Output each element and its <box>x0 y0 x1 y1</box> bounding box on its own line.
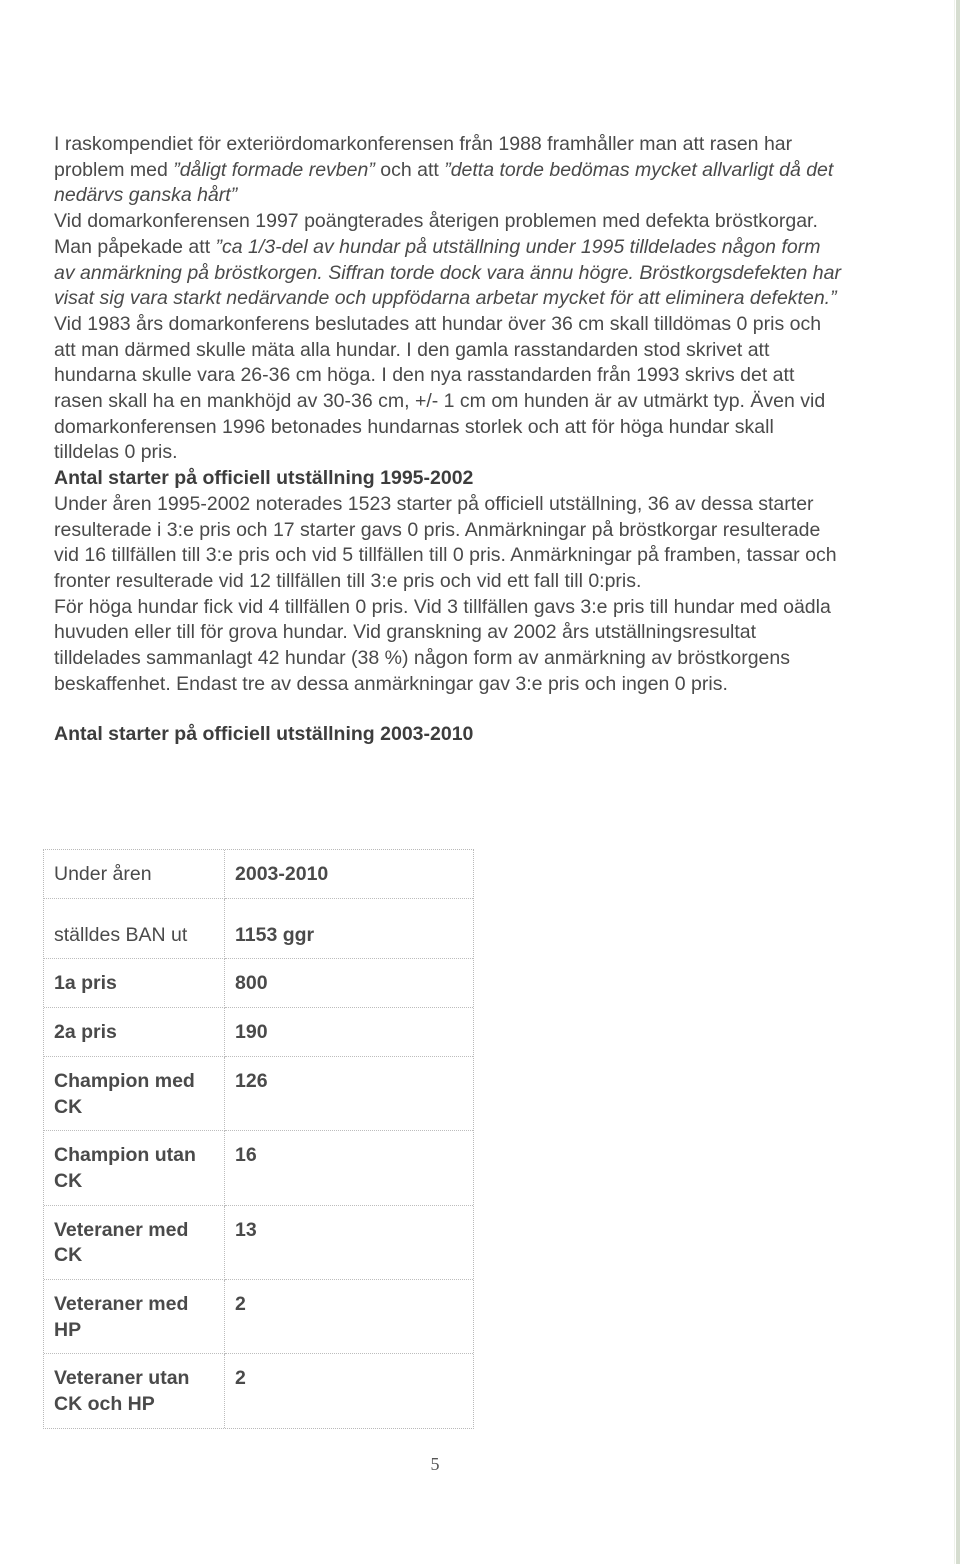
table-cell-value: 16 <box>225 1131 473 1205</box>
table-cell-label: Veteraner med HP <box>44 1280 225 1354</box>
table-cell-value: 126 <box>225 1057 473 1131</box>
table-cell-value: 2 <box>235 1367 246 1390</box>
table-cell-label: Champion utan CK <box>44 1131 225 1205</box>
table-cell-label: 1a pris <box>44 959 225 1008</box>
heading-1995-2002: Antal starter på officiell utställning 1995-2002 <box>54 467 474 490</box>
table-cell-value: 13 <box>225 1206 473 1280</box>
table-row <box>44 1354 473 1427</box>
table-cell-value: 1153 ggr <box>225 899 473 960</box>
table-cell-value: 190 <box>225 1008 473 1057</box>
quote-italic: ”detta torde bedömas mycket allvarligt då det nedärvs ganska hårt” <box>54 158 834 207</box>
table-row <box>44 959 473 1008</box>
table-cell-value: 2 <box>225 1280 473 1354</box>
page-number: 5 <box>430 1454 440 1474</box>
paragraph-domarkonferens-1983: Vid 1983 års domarkonferens beslutades att hundar över 36 cm skall tilldömas 0 pris och att man därmed skulle mäta alla hundar. I den gamla rasstandarden stod skrivet att hundarna skulle vara 26-36 cm höga. I den nya rasstandarden från 1993 skrivs det att rasen skall ha en mankhöjd av 30-36 cm, +/- 1 cm om hunden är av utmärkt typ. Även vid domarkonferensen 1996 betonades hundarnas storlek och att för höga hundar skall tilldelas 0 pris. <box>54 312 826 464</box>
table-row <box>44 1057 473 1131</box>
table-cell-label: ställdes BAN ut <box>44 899 225 960</box>
table-row <box>44 1131 473 1205</box>
text-run: I raskompendiet för exteriördomarkonferensen från 1988 framhåller man att rasen har problem med <box>54 133 793 181</box>
table-row <box>44 850 473 899</box>
text-run: och att <box>374 158 445 181</box>
text-run: Vid domarkonferensen 1997 poängterades återigen problemen med defekta bröstkorgar. Man påpekade att <box>54 210 818 258</box>
table-cell-label: 2a pris <box>44 1008 225 1057</box>
table-row <box>44 1008 473 1057</box>
table-cell-label: Veteraner med CK <box>44 1206 225 1280</box>
table-cell-label: Veteraner utan CK och HP <box>44 1354 225 1427</box>
table-cell-value: 800 <box>225 959 473 1008</box>
paragraph-hoga-hundar: För höga hundar fick vid 4 tillfällen 0 pris. Vid 3 tillfällen gavs 3:e pris till hundar med oädla huvuden eller till för grova hundar. Vid granskning av 2002 års utställningsresultat tilldelades sammanlagt 42 hundar (38 %) någon form av anmärkning av bröstkorgens beskaffenhet. Endast tre av dessa anmärkningar gav 3:e pris och ingen 0 pris. <box>54 595 831 695</box>
table-cell-label: Champion med CK <box>44 1057 225 1131</box>
table-row <box>44 1206 473 1280</box>
paragraph-domarkonferensen-1997 <box>54 209 844 312</box>
document-body <box>54 132 844 748</box>
heading-2003-2010: Antal starter på officiell utställning 2003-2010 <box>54 723 474 746</box>
paragraph-starter-1995-2002: Under åren 1995-2002 noterades 1523 starter på officiell utställning, 36 av dessa starter resulterade i 3:e pris och 17 starter gavs 0 pris. Anmärkningar på bröstkorgar resulterade vid 16 tillfällen till 3:e pris och vid 5 tillfällen till 0 pris. Anmärkningar på framben, tassar och fronter resulterade vid 12 tillfällen till 3:e pris och vid ett fall till 0:pris. <box>54 492 837 592</box>
table-row <box>44 899 473 960</box>
quote-italic: ”dåligt formade revben” <box>173 158 375 181</box>
page-edge-rule <box>956 0 960 1564</box>
table-cell-value: 2003-2010 <box>225 850 473 899</box>
table-cell-label: Under åren <box>44 850 225 899</box>
spacer <box>54 697 844 722</box>
stats-table <box>43 849 474 1429</box>
paragraph-raskompendiet <box>54 132 844 209</box>
table-row <box>44 1280 473 1354</box>
quote-italic: ”ca 1/3-del av hundar på utställning under 1995 tilldelades någon form av anmärkning på bröstkorgen. Siffran torde dock vara ännu högre. Bröstkorgsdefekten har visat sig vara starkt nedärvande och uppfödarna arbetar mycket för att eliminera defekten.” <box>54 235 841 310</box>
